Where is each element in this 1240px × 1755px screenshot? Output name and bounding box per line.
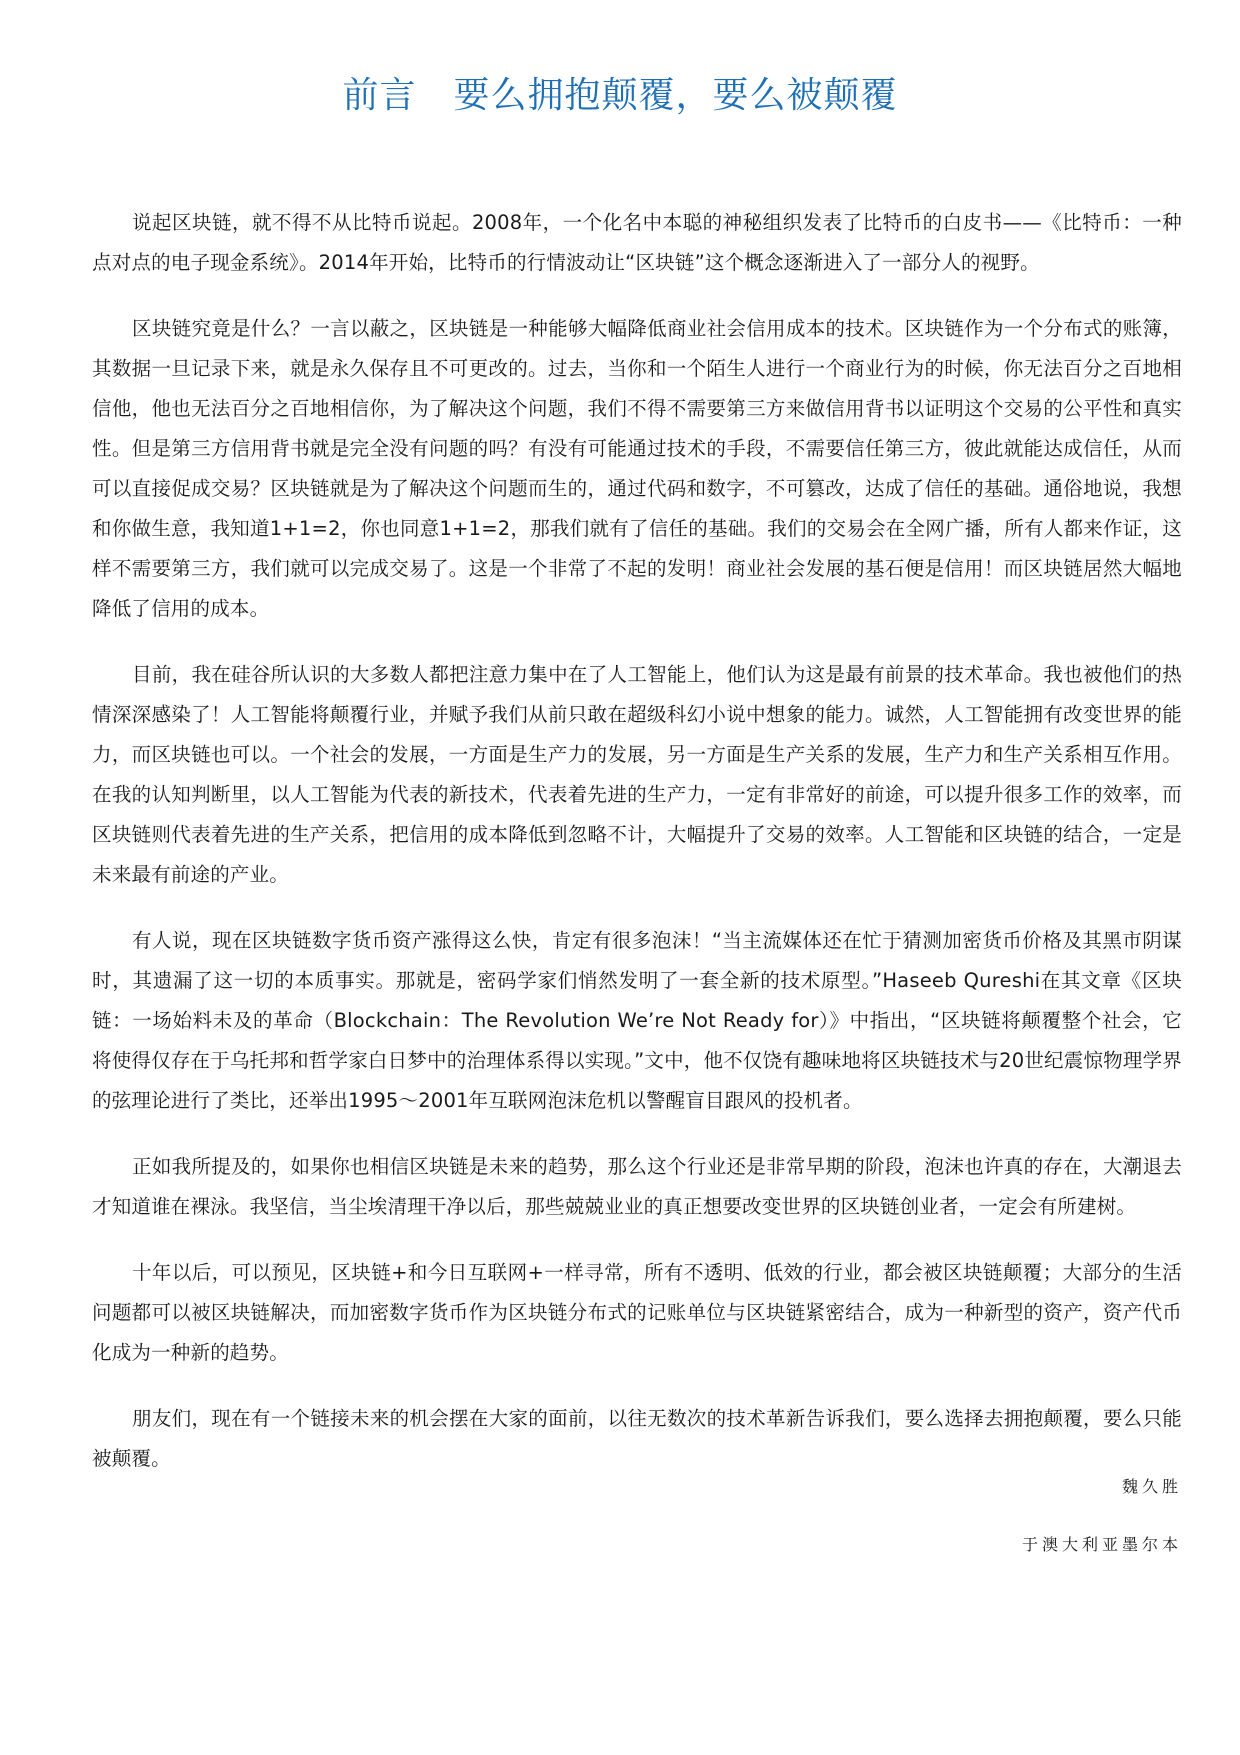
paragraph-5: 正如我所提及的，如果你也相信区块链是未来的趋势，那么这个行业还是非常早期的阶段，泡沫也许真的存在，大潮退去才知道谁在裸泳。我坚信，当尘埃清理干净以后，那些兢兢业业的真正想要改变世界的区块链创业者，一定会有所建树。	[92, 1155, 1182, 1218]
paragraph-6: 十年以后，可以预见，区块链+和今日互联网+一样寻常，所有不透明、低效的行业，都会被区块链颠覆；大部分的生活问题都可以被区块链解决，而加密数字货币作为区块链分布式的记账单位与区块链紧密结合，成为一种新型的资产，资产代币化成为一种新的趋势。	[92, 1261, 1182, 1364]
paragraph-2: 区块链究竟是什么？一言以蔽之，区块链是一种能够大幅降低商业社会信用成本的技术。区块链作为一个分布式的账簿，其数据一旦记录下来，就是永久保存且不可更改的。过去，当你和一个陌生人进行一个商业行为的时候，你无法百分之百地相信他，他也无法百分之百地相信你，为了解决这个问题，我们不得不需要第三方来做信用背书以证明这个交易的公平性和真实性。但是第三方信用背书就是完全没有问题的吗？有没有可能通过技术的手段，不需要信任第三方，彼此就能达成信任，从而可以直接促成交易？区块链就是为了解决这个问题而生的，通过代码和数字，不可篡改，达成了信任的基础。通俗地说，我想和你做生意，我知道1+1=2，你也同意1+1=2，那我们就有了信任的基础。我们的交易会在全网广播，所有人都来作证，这样不需要第三方，我们就可以完成交易了。这是一个非常了不起的发明！商业社会发展的基石便是信用！而区块链居然大幅地降低了信用的成本。	[92, 317, 1182, 620]
paragraph-1: 说起区块链，就不得不从比特币说起。2008年，一个化名中本聪的神秘组织发表了比特币的白皮书——《比特币：一种点对点的电子现金系统》。2014年开始，比特币的行情波动让“区块链”这个概念逐渐进入了一部分人的视野。	[92, 211, 1182, 274]
paragraph-3: 目前，我在硅谷所认识的大多数人都把注意力集中在了人工智能上，他们认为这是最有前景的技术革命。我也被他们的热情深深感染了！人工智能将颠覆行业，并赋予我们从前只敢在超级科幻小说中想象的能力。诚然，人工智能拥有改变世界的能力，而区块链也可以。一个社会的发展，一方面是生产力的发展，另一方面是生产关系的发展，生产力和生产关系相互作用。在我的认知判断里，以人工智能为代表的新技术，代表着先进的生产力，一定有非常好的前途，可以提升很多工作的效率，而区块链则代表着先进的生产关系，把信用的成本降低到忽略不计，大幅提升了交易的效率。人工智能和区块链的结合，一定是未来最有前途的产业。	[92, 663, 1182, 886]
paragraph-4: 有人说，现在区块链数字货币资产涨得这么快，肯定有很多泡沫！“当主流媒体还在忙于猜测加密货币价格及其黑市阴谋时，其遗漏了这一切的本质事实。那就是，密码学家们悄然发明了一套全新的技术原型。”Haseeb Qureshi在其文章《区块链：一场始料未及的革命（Blockchain：The Revolution We’re Not Ready for）》中指出，“区块链将颠覆整个社会，它将使得仅存在于乌托邦和哲学家白日梦中的治理体系得以实现。”文中，他不仅饶有趣味地将区块链技术与20世纪震惊物理学界的弦理论进行了类比，还举出1995～2001年互联网泡沫危机以警醒盲目跟风的投机者。	[92, 929, 1182, 1112]
preface-body	[92, 203, 1182, 1505]
page-title: 前言 要么拥抱颠覆，要么被颠覆	[342, 75, 898, 116]
author-signature: 魏久胜	[1121, 1477, 1182, 1496]
signature-location: 于澳大利亚墨尔本	[1021, 1535, 1182, 1554]
paragraph-7: 朋友们，现在有一个链接未来的机会摆在大家的面前，以往无数次的技术革新告诉我们，要么选择去拥抱颠覆，要么只能被颠覆。	[92, 1407, 1182, 1470]
